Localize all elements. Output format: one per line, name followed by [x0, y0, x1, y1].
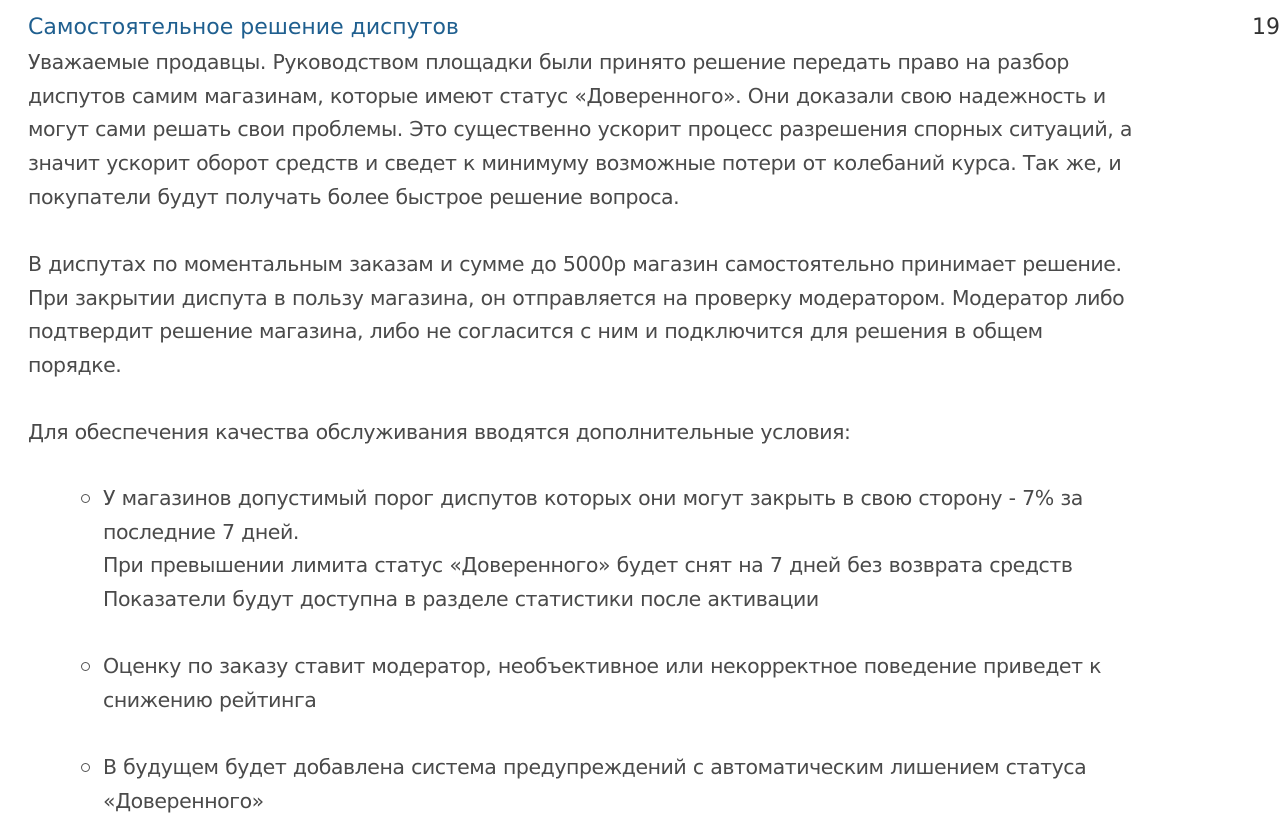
text-line: подтвердит решение магазина, либо не согласится с ним и подключится для решения в общем [28, 319, 1043, 344]
list-item [103, 751, 1086, 818]
text-line: снижению рейтинга [103, 687, 317, 712]
text-line: «Доверенного» [103, 788, 264, 813]
text-line: У магазинов допустимый порог диспутов которых они могут закрыть в свою сторону - 7% за [103, 486, 1083, 510]
bullet-circle-icon [81, 662, 90, 671]
text-line: Показатели будут доступна в разделе статистики после активации [103, 587, 819, 612]
text-line: В будущем будет добавлена система предупреждений с автоматическим лишением статуса [103, 755, 1087, 779]
text-line: Оценку по заказу ставит модератор, необъективное или некорректное поведение приведет к [103, 654, 1102, 678]
intro-paragraph [28, 46, 1258, 215]
text-line: Для обеспечения качества обслуживания вводятся дополнительные условия: [28, 420, 851, 444]
text-line: покупатели будут получать более быстрое решение вопроса. [28, 184, 680, 209]
text-line: диспутов самим магазинам, которые имеют статус «Доверенного». Они доказали свою надежность и [28, 83, 1106, 108]
bullet-circle-icon [81, 494, 90, 503]
text-line: значит ускорит оборот средств и сведет к минимуму возможные потери от колебаний курса. Так же, и [28, 151, 1122, 176]
text-line: В диспутах по моментальным заказам и сумме до 5000р магазин самостоятельно принимает решение. [28, 252, 1122, 276]
text-line: При превышении лимита статус «Доверенного» будет снят на 7 дней без возврата средств [103, 553, 1073, 578]
text-line: Уважаемые продавцы. Руководством площадки были принято решение передать право на разбор [28, 50, 1069, 74]
text-line: последние 7 дней. [103, 519, 299, 544]
text-line: могут сами решать свои проблемы. Это существенно ускорит процесс разрешения спорных ситуаций, а [28, 117, 1133, 142]
bullet-circle-icon [81, 763, 90, 772]
list-item [103, 482, 1083, 617]
dispute-rules-paragraph [28, 248, 1258, 383]
text-line: При закрытии диспута в пользу магазина, он отправляется на проверку модератором. Модератор либо [28, 285, 1125, 310]
conditions-intro-paragraph [28, 416, 1258, 450]
page-title: Самостоятельное решение диспутов [28, 15, 459, 40]
list-item [103, 650, 1101, 717]
page-counter: 19 [1252, 15, 1280, 40]
text-line: порядке. [28, 353, 122, 378]
